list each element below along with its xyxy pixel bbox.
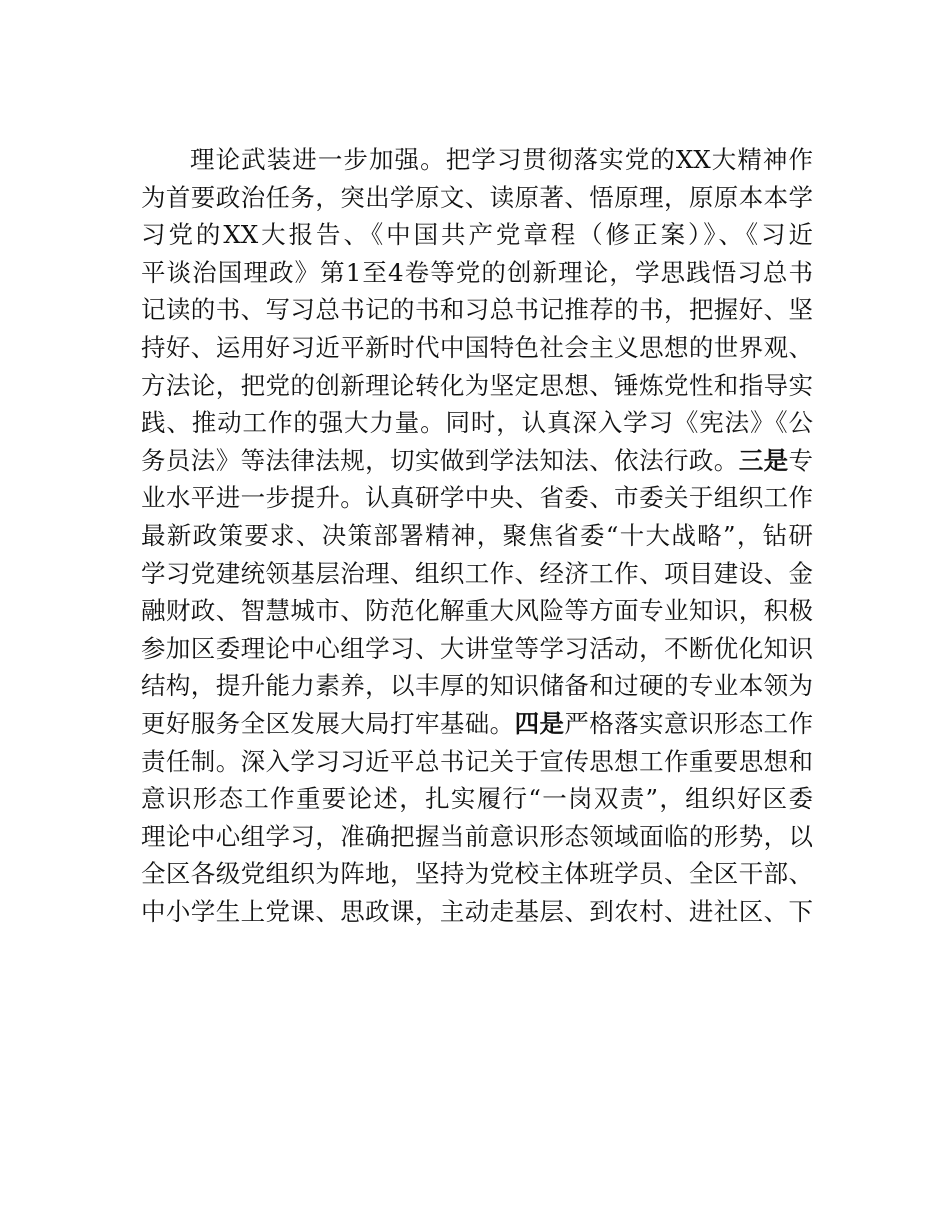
paragraph-line	[141, 404, 813, 442]
bold-heading-text: 四是	[514, 708, 565, 738]
text-segment: 记读的书、写习总书记的书和习总书记推荐的书，把握好、坚	[141, 295, 813, 325]
text-segment: 融财政、智慧城市、防范化解重大风险等方面专业知识，积极	[141, 596, 813, 626]
paragraph-line	[141, 479, 813, 517]
text-segment: 持好、运用好习近平新时代中国特色社会主义思想的世界观、	[141, 332, 813, 362]
paragraph-line	[141, 555, 813, 593]
text-segment: 最新政策要求、决策部署精神，聚焦省委“十大战略”，钻研	[141, 520, 813, 550]
text-segment: 践、推动工作的强大力量。同时，认真深入学习《宪法》《公	[141, 408, 813, 438]
text-segment: 全区各级党组织为阵地，坚持为党校主体班学员、全区干部、	[141, 859, 813, 889]
paragraph-line	[141, 367, 813, 405]
paragraph-line	[141, 780, 813, 818]
text-segment: 平谈治国理政》第1至4卷等党的创新理论，学思践悟习总书	[141, 257, 813, 287]
paragraph-line	[141, 855, 813, 893]
paragraph-line	[141, 630, 813, 668]
paragraph-line	[141, 667, 813, 705]
paragraph-line	[141, 291, 813, 329]
text-segment: 责任制。深入学习习近平总书记关于宣传思想工作重要思想和	[141, 746, 813, 776]
paragraph-line	[141, 179, 813, 217]
text-segment: 学习党建统领基层治理、组织工作、经济工作、项目建设、金	[141, 558, 813, 588]
text-segment: 专	[788, 445, 814, 475]
text-segment: 理论武装进一步加强。把学习贯彻落实党的XX大精神作	[190, 145, 813, 174]
text-segment: 理论中心组学习，准确把握当前意识形态领域面临的形势，以	[141, 821, 813, 851]
text-segment: 中小学生上党课、思政课，主动走基层、到农村、进社区、下	[141, 896, 813, 926]
paragraph-line	[141, 818, 813, 856]
paragraph-line	[141, 592, 813, 630]
text-segment: 意识形态工作重要论述，扎实履行“一岗双责”，组织好区委	[141, 784, 813, 814]
paragraph-line	[141, 743, 813, 781]
paragraph-line	[141, 893, 813, 931]
text-segment: 务员法》等法律法规，切实做到学法知法、依法行政。	[141, 445, 739, 475]
text-segment: 业水平进一步提升。认真研学中央、省委、市委关于组织工作	[141, 483, 813, 513]
text-segment: 更好服务全区发展大局打牢基础。	[141, 708, 515, 738]
text-segment: 习党的XX大报告、《中国共产党章程（修正案）》、《习近	[141, 220, 813, 250]
bold-heading-text: 三是	[738, 445, 789, 475]
paragraph-line	[141, 705, 813, 743]
paragraph-line	[141, 442, 813, 480]
paragraph-line	[141, 141, 813, 179]
text-segment: 参加区委理论中心组学习、大讲堂等学习活动，不断优化知识	[141, 633, 813, 663]
paragraph-line	[141, 216, 813, 254]
body-text	[141, 141, 813, 930]
paragraph-line	[141, 329, 813, 367]
paragraph-line	[141, 254, 813, 292]
text-segment: 结构，提升能力素养，以丰厚的知识储备和过硬的专业本领为	[141, 671, 813, 701]
paragraph-line	[141, 517, 813, 555]
text-segment: 严格落实意识形态工作	[564, 708, 814, 738]
text-segment: 为首要政治任务，突出学原文、读原著、悟原理，原原本本学	[141, 182, 813, 212]
text-segment: 方法论，把党的创新理论转化为坚定思想、锤炼党性和指导实	[141, 370, 813, 400]
